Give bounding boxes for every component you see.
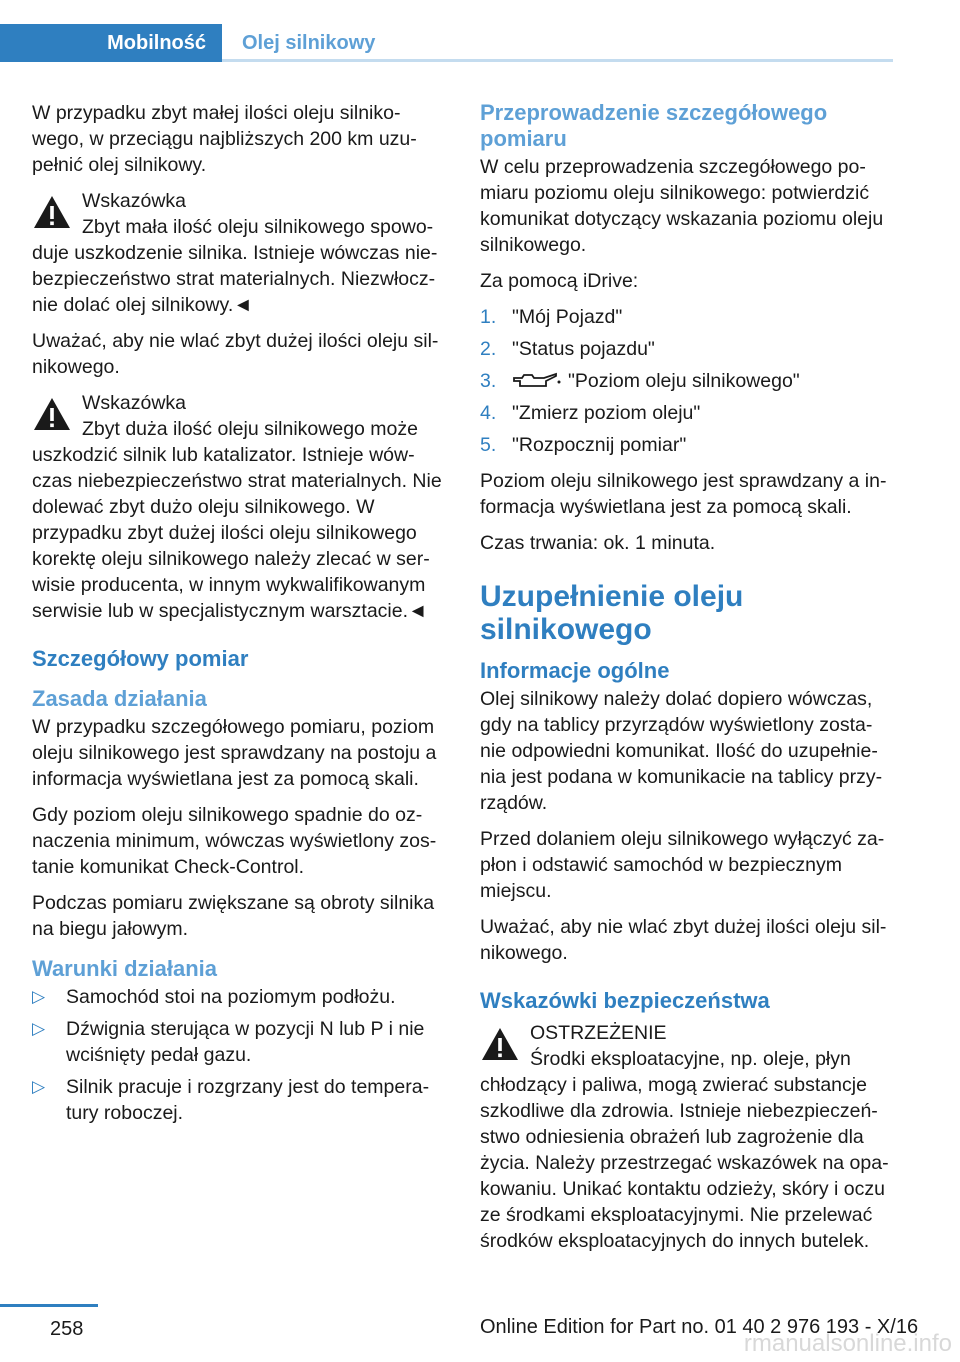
step-text: "Status pojazdu": [512, 338, 655, 360]
heading-detailed-measurement: Szczegółowy pomiar: [32, 646, 249, 671]
list-item: [480, 336, 895, 362]
tab-mobility: [0, 24, 222, 62]
step-number: 2.: [480, 338, 497, 360]
paragraph: Poziom oleju silnikowego jest sprawdzany a in-formacja wyświetlana jest za pomocą skali.: [480, 470, 887, 518]
step-number: 5.: [480, 434, 497, 456]
heading-conditions: Warunki działania: [32, 956, 218, 981]
paragraph: Gdy poziom oleju silnikowego spadnie do oz-naczenia minimum, wówczas wyświetlony zos-tanie komunikat Check-Control.: [32, 804, 437, 878]
paragraph: Przed dolaniem oleju silnikowego wyłączyć za-płon i odstawić samochód w bezpiecznym miejscu.: [480, 828, 885, 902]
list-item: [480, 368, 895, 394]
list-item: [32, 984, 442, 1010]
list-item-text: Silnik pracuje i rozgrzany jest do tempera-tury roboczej.: [66, 1076, 430, 1124]
step-text: "Poziom oleju silnikowego": [568, 370, 800, 392]
warning-triangle-icon: [32, 396, 72, 432]
warning-label: Wskazówka: [82, 190, 187, 212]
paragraph: Czas trwania: ok. 1 minuta.: [480, 532, 716, 554]
list-item-text: Dźwignia sterująca w pozycji N lub P i nie wciśnięty pedał gazu.: [66, 1018, 425, 1066]
step-text: "Mój Pojazd": [512, 306, 623, 328]
warning-label: Wskazówka: [82, 392, 187, 414]
paragraph: W przypadku szczegółowego pomiaru, poziom oleju silnikowego jest sprawdzany na postoju a informacja wyświetlana jest za pomocą skali.: [32, 716, 437, 790]
heading-refill-oil: Uzupełnienie oleju silnikowego: [480, 580, 744, 646]
paragraph: Uważać, aby nie wlać zbyt dużej ilości oleju sil-nikowego.: [480, 916, 887, 964]
tab-engine-oil: [222, 24, 893, 62]
step-number: 3.: [480, 370, 497, 392]
step-number: 4.: [480, 402, 497, 424]
warning-text: Środki eksploatacyjne, np. oleje, płyn chłodzący i paliwa, mogą zwierać substancje szkodliwe dla zdrowia. Istnieje niebezpieczeń-stwo odniesienia obrażeń lub zagrożenie dla życia. Należy przestrzegać wskazówek na opa-kowaniu. Unikać kontaktu odzieży, skóry i oczu ze środkami eksploatacyjnymi. Nie przelewać środków eksploatacyjnych do innych butelek.: [480, 1048, 889, 1252]
warning-label: OSTRZEŻENIE: [530, 1022, 667, 1044]
warning-box: [32, 390, 442, 624]
list-item: [480, 400, 895, 426]
conditions-list: [32, 984, 442, 1126]
list-item: [32, 1074, 442, 1126]
bullet-triangle-icon: ▷: [32, 987, 46, 1006]
list-item: [32, 1016, 442, 1068]
paragraph: Olej silnikowy należy dolać dopiero wówczas, gdy na tablicy przyrządów wyświetlony zosta-nie odpowiedni komunikat. Ilość do uzupełnie-nia jest podana w komunikacie na tablicy przy-rządów.: [480, 688, 883, 814]
right-column: [480, 100, 895, 1264]
steps-list: [480, 304, 895, 458]
step-number: 1.: [480, 306, 497, 328]
step-text: "Zmierz poziom oleju": [512, 402, 701, 424]
step-text: "Rozpocznij pomiar": [512, 434, 687, 456]
warning-triangle-icon: [480, 1026, 520, 1062]
paragraph: Uważać, aby nie wlać zbyt dużej ilości oleju sil-nikowego.: [32, 330, 439, 378]
watermark: rmanualsonline.info: [743, 1330, 952, 1357]
tab-engine-oil-label: Olej silnikowy: [242, 32, 376, 54]
footer-rule: [0, 1304, 98, 1307]
paragraph: Podczas pomiaru zwiększane są obroty silnika na biegu jałowym.: [32, 892, 435, 940]
oil-can-icon: [512, 370, 562, 390]
heading-general-info: Informacje ogólne: [480, 658, 670, 683]
bullet-triangle-icon: ▷: [32, 1077, 46, 1096]
warning-text: Zbyt duża ilość oleju silnikowego może uszkodzić silnik lub katalizator. Istnieje wów-czas niebezpieczeństwo strat materialnych. Nie dolewać zbyt dużo oleju silnikowego. W przypadku zbyt dużej ilości oleju silnikowego korektę oleju silnikowego należy zlecać w ser-wisie producenta, w innym wykwalifikowanym serwisie lub w specjalistycznym warsztacie.◄: [32, 418, 442, 622]
heading-perform-measurement: Przeprowadzenie szczegółowego pomiaru: [480, 100, 828, 151]
paragraph: W celu przeprowadzenia szczegółowego po-miaru poziomu oleju silnikowego: potwierdzić komunikat dotyczący wskazania poziomu oleju silnikowego.: [480, 156, 884, 256]
list-item: [480, 304, 895, 330]
edition-note: Online Edition for Part no. 01 40 2 976 193 - X/16: [480, 1316, 919, 1338]
list-item: [480, 432, 895, 458]
paragraph: Za pomocą iDrive:: [480, 270, 639, 292]
warning-box: [480, 1020, 895, 1254]
paragraph: W przypadku zbyt małej ilości oleju silniko-wego, w przeciągu najbliższych 200 km uzu-pełnić olej silnikowy.: [32, 102, 417, 176]
bullet-triangle-icon: ▷: [32, 1019, 46, 1038]
header-underline: [222, 59, 893, 62]
warning-box: [32, 188, 442, 318]
left-column: [32, 100, 442, 1136]
header-tabs: [0, 24, 893, 62]
heading-principle: Zasada działania: [32, 686, 207, 711]
heading-safety: Wskazówki bezpieczeństwa: [480, 988, 770, 1013]
list-item-text: Samochód stoi na poziomym podłożu.: [66, 986, 396, 1008]
warning-triangle-icon: [32, 194, 72, 230]
tab-mobility-label: Mobilność: [107, 32, 206, 54]
warning-text: Zbyt mała ilość oleju silnikowego spowo-duje uszkodzenie silnika. Istnieje wówczas nie-bezpieczeństwo strat materialnych. Niezwłocz-nie dolać olej silnikowy.◄: [32, 216, 438, 316]
page-number: 258: [50, 1318, 84, 1340]
